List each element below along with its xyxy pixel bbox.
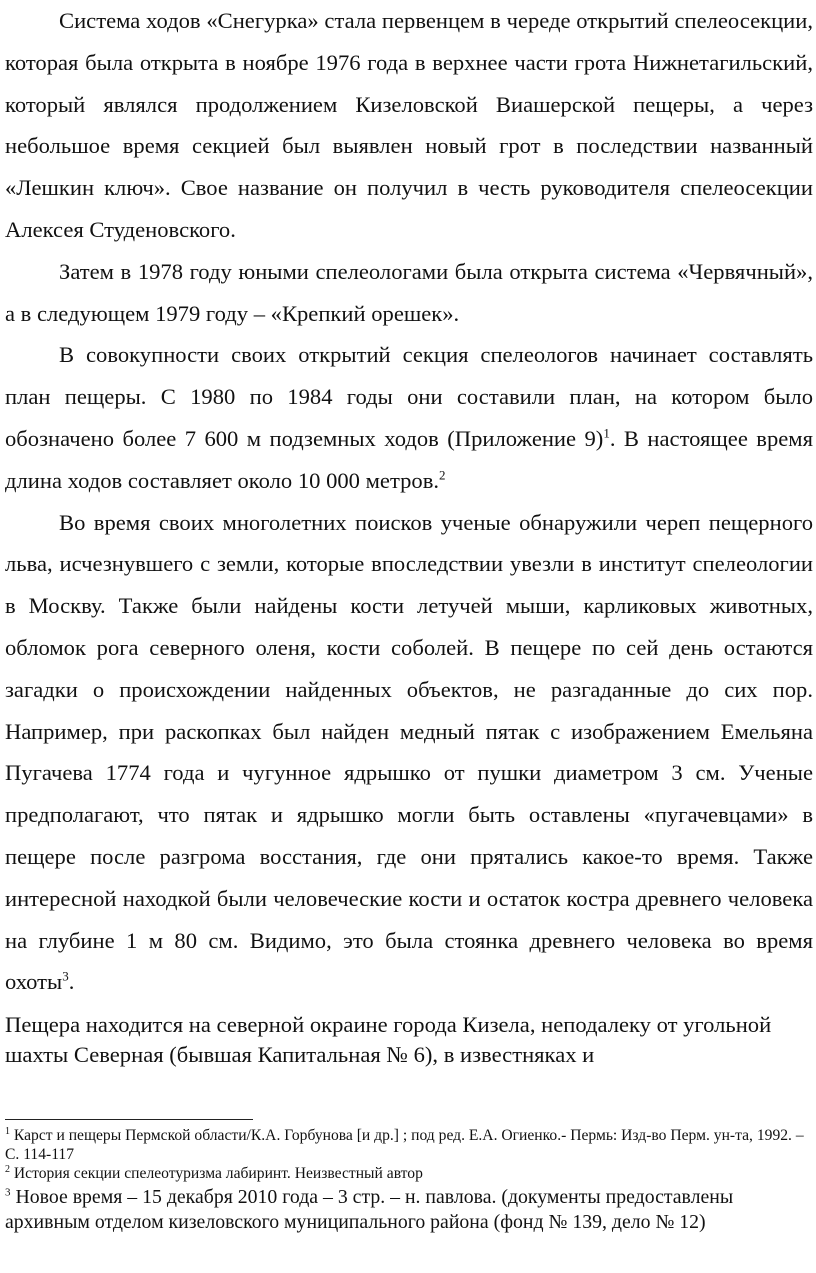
footnote-2-mark: 2 bbox=[5, 1163, 10, 1175]
footnote-ref-2[interactable]: 2 bbox=[439, 467, 446, 483]
paragraph-2 bbox=[5, 251, 813, 335]
footnote-ref-1[interactable]: 1 bbox=[603, 425, 610, 441]
paragraph-3 bbox=[5, 334, 813, 501]
body-text bbox=[5, 0, 813, 1003]
footnote-ref-3[interactable]: 3 bbox=[62, 968, 69, 984]
paragraph-3-text-b: . В настоящее время длина ходов составляет около 10 000 метров. bbox=[5, 425, 813, 493]
paragraph-4 bbox=[5, 502, 813, 1004]
footnote-2-text: История секции спелеотуризма лабиринт. Неизвестный автор bbox=[13, 1165, 423, 1182]
tail-paragraph: Пещера находится на северной окраине города Кизела, неподалеку от угольной шахты Северная (бывшая Капитальная № 6), в известняках и bbox=[5, 1012, 772, 1067]
footnote-3-mark: 3 bbox=[5, 1186, 11, 1199]
paragraph-3-text-a: В совокупности своих открытий секция спелеологов начинает составлять план пещеры. С 1980 по 1984 годы они составили план, на котором было обозначено более 7 600 м подземных ходов (Приложение 9) bbox=[5, 342, 813, 451]
footnote-3 bbox=[5, 1185, 810, 1235]
paragraph-1-text: Система ходов «Снегурка» стала первенцем в череде открытий спелеосекции, которая была открыта в ноябре 1976 года в верхнее части грота Нижнетагильский, который являлся продолжением Кизеловской Виашерской пещеры, а через небольшое время секцией был выявлен новый грот в последствии названный «Лешкин ключ». Свое название он получил в честь руководителя спелеосекции Алексея Студеновского. bbox=[5, 8, 813, 242]
footnote-1-mark: 1 bbox=[5, 1125, 10, 1137]
footnote-1-text: Карст и пещеры Пермской области/К.А. Горбунова [и др.] ; под ред. Е.А. Огиенко.- Пермь: Изд-во Перм. ун-та, 1992. – С. 114-117 bbox=[5, 1127, 804, 1163]
footnote-1 bbox=[5, 1126, 810, 1164]
footnote-separator bbox=[5, 1119, 253, 1120]
paragraph-2-text: Затем в 1978 году юными спелеологами была открыта система «Червячный», а в следующем 1979 году – «Крепкий орешек». bbox=[5, 258, 813, 326]
paragraph-4-text-b: . bbox=[68, 969, 75, 995]
paragraph-4-text-a: Во время своих многолетних поисков ученые обнаружили череп пещерного льва, исчезнувшего с земли, которые впоследствии увезли в институт спелеологии в Москву. Также были найдены кости летучей мыши, карликовых животных, обломок рога северного оленя, кости соболей. В пещере по сей день остаются загадки о происхождении найденных объектов, не разгаданные до сих пор. Например, при раскопках был найден медный пятак с изображением Емельяна Пугачева 1774 года и чугунное ядрышко от пушки диаметром 3 см. Ученые предполагают, что пятак и ядрышко могли быть оставлены «пугачевцами» в пещере после разгрома восстания, где они прятались какое-то время. Также интересной находкой были человеческие кости и остаток костра древнего человека на глубине 1 м 80 см. Видимо, это была стоянка древнего человека во время охоты bbox=[5, 509, 813, 995]
footnote-3-text: Новое время – 15 декабря 2010 года – 3 стр. – н. павлова. (документы предоставлены архивным отделом кизеловского муниципального района (фонд № 139, дело № 12) bbox=[5, 1186, 734, 1233]
paragraph-1 bbox=[5, 0, 813, 251]
footnotes bbox=[5, 1126, 810, 1235]
footnote-2 bbox=[5, 1164, 810, 1183]
